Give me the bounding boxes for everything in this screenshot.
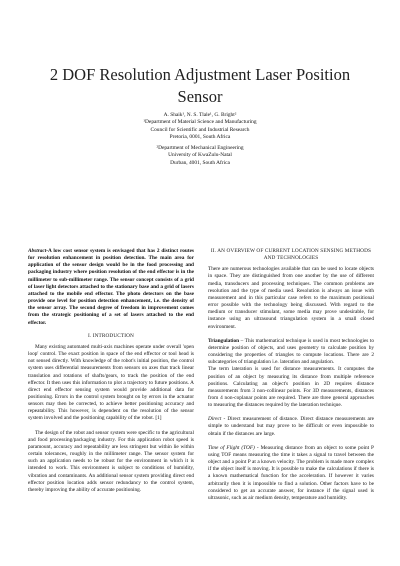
direct-label: Direct xyxy=(208,416,222,423)
intro-paragraph-2: The design of the robot and sensor system were specific to the agricultural and food processing/packaging industry. For this application robot speed is paramount, accuracy and repeatability are less stringent but within lie within certain tolerances, roughly in the millimeter range. The sensor system for such an application needs to be robust for the environment in which it is intended to work. This environment is subject to conditions of humidity, vibration and contaminants. An additional sensor system providing direct end effector position location adds sensor redundancy to the control system, thereby improving the ability of accurate positioning. xyxy=(28,429,194,493)
tof-label: Time of Flight (TOF) xyxy=(208,444,255,451)
affiliation-2-address: Durban, 4001, South Africa xyxy=(170,159,230,166)
abstract xyxy=(28,248,194,327)
direct-text: - Direct measurement of distance. Direct distance measurements are simple to understand but may prove to be difficult or even impossible to obtain if the distances are large. xyxy=(208,416,374,437)
section-2-heading: II. AN OVERVIEW OF CURRENT LOCATION SENSING METHODS AND TECHNOLOGIES xyxy=(210,248,372,262)
overview-paragraph: There are numerous technologies available that can be used to locate objects in space. They are distinguished from one another by the use of different media, transducers and processing techniques. The common problems are resolution and the type of media used. Resolution is always an issue with measurement and in this particular case refers to the maximum positional error possible with the technology being discussed. With regard to the medium or transducer stimulant, some media may prove undesirable, for instance using an ultrasound triangulation system in a small closed environment. xyxy=(208,266,374,330)
affiliation-2-block xyxy=(60,145,340,167)
authors-block xyxy=(60,112,340,141)
abstract-text: A low cost sensor system is envisaged that has 2 distinct routes for resolution enhancement in position detection. The main area for application of the sensor design would be in the food processing and packaging industry where position resolution of the end effector is in the millimeter to sub-millimeter range. The sensor concept consists of a grid of laser light detectors attached to the stationary base and a grid of lasers attached to the mobile end effector. The photo detectors on the base provide one level for position detection enhancement, i.e. the density of the sensor array. The second degree of freedom in improvement comes from the strategic positioning of a set of lasers attached to the end effector. xyxy=(28,248,194,326)
affiliation-2-department: ²Department of Mechanical Engineering xyxy=(156,145,244,151)
intro-paragraph-1: Many existing automated multi-axis machines operate under overall 'open loop' control. The exact position in space of the end effector or tool head is not sensed directly. With knowledge of the robot's initial position, the control system uses differential measurements from sensors on axes that track linear translation and rotations of shafts/gears, to track the position of the end effector. It then uses this information to plot a trajectory to future positions. A direct end effector sensing system would provide additional data for positioning. Errors in the control system brought on by errors in the actuator sensors may then be corrected, to achieve better positioning accuracy and repeatability. This however, is dependent on the resolution of the sensor system involved and the positioning capability of the robot. [1] xyxy=(28,343,194,422)
left-column xyxy=(28,248,194,564)
affiliation-1-department: ¹Department of Material Science and Manufacturing xyxy=(143,119,257,126)
direct-paragraph xyxy=(208,416,374,437)
tof-text: - Measuring distance from an object to some point P using TOF means measuring the time it takes a signal to travel between the object and a point P at a known velocity. The problem is made more complex if the object itself is moving. It is possible to make the calculations if there is a known mathematical function for the acceleration. If however it varies arbitrarily then it is impossible to find a solution. Other factors have to be considered to get an accurate answer, for instance if the signal used is ultrasonic, such as air medium density, temperature and humidity. xyxy=(208,444,374,501)
paper-title: 2 DOF Resolution Adjustment Laser Position Sensor xyxy=(49,65,351,106)
triangulation-text: – This mathematical technique is used in most technologies to determine position of objects, and uses geometry to calculate position by considering the properties of triangles to compute locations. There are 2 subcategories of triangulation i.e. lateration and angulation. xyxy=(208,337,374,366)
tof-paragraph xyxy=(208,445,374,502)
lateration-paragraph: The term lateration is used for distance measurements. It computes the position of an object by measuring its distance from multiple reference positions. Calculating an object's position in 2D requires distance measurements from 3 non-collinear points. For 3D measurements, distances from 4 non-coplanar points are required. There are three general approaches to measuring the distances required by the lateration technique. xyxy=(208,366,374,409)
section-1-heading: I. INTRODUCTION xyxy=(88,332,134,339)
affiliation-1-institution: Council for Scientific and Industrial Research xyxy=(150,126,250,133)
affiliation-2-institution: University of KwaZulu-Natal xyxy=(168,152,232,159)
right-column xyxy=(208,248,374,564)
abstract-lead: Abstract- xyxy=(28,248,49,254)
author-list: A. Shaik¹, N. S. Tlale¹, G. Bright² xyxy=(163,112,237,118)
triangulation-label: Triangulation xyxy=(208,337,240,344)
triangulation-paragraph xyxy=(208,338,374,367)
affiliation-1-address: Pretoria, 0001, South Africa xyxy=(169,133,231,140)
